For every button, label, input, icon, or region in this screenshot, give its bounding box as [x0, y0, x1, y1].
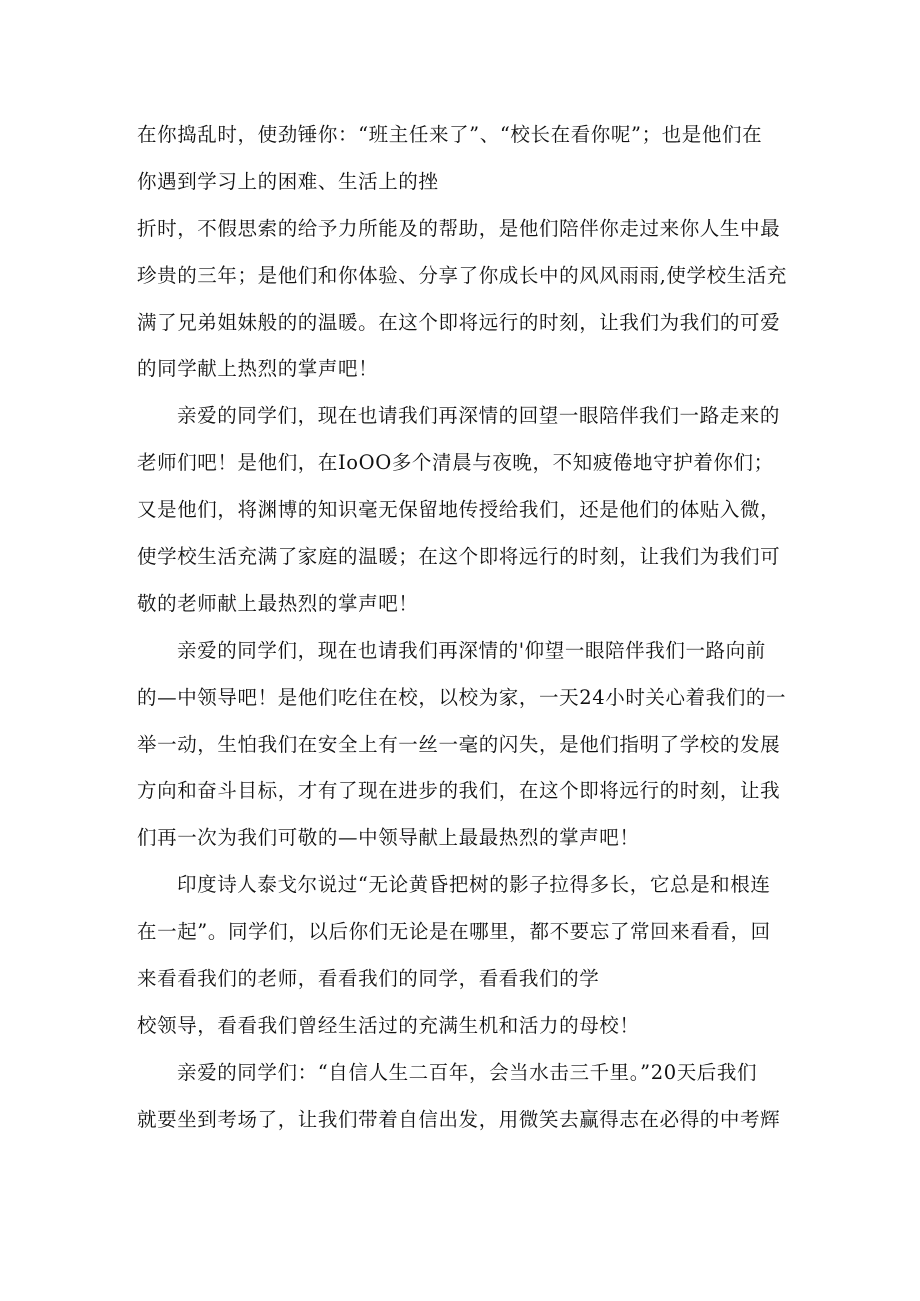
text-line: 珍贵的三年；是他们和你体验、分享了你成长中的风风雨雨,使学校生活充 — [137, 263, 787, 287]
paragraph-first-line: 印度诗人泰戈尔说过“无论黄昏把树的影子拉得多长，它总是和根连 — [177, 873, 771, 897]
paragraph-first-line: 亲爱的同学们，现在也请我们再深情的'仰望一眼陪伴我们一路向前 — [177, 638, 766, 662]
paragraph-first-line: 亲爱的同学们，现在也请我们再深情的回望一眼陪伴我们一路走来的 — [177, 404, 781, 428]
text-line: 敬的老师献上最热烈的掌声吧！ — [137, 591, 419, 615]
text-line: 校领导，看看我们曾经生活过的充满生机和活力的母校！ — [137, 1013, 640, 1037]
text-line: 的—中领导吧！是他们吃住在校，以校为家，一天24小时关心着我们的一 — [137, 685, 787, 709]
text-line: 在你捣乱时，使劲锤你：“班主任来了”、“校长在看你呢”；也是他们在 — [137, 123, 763, 146]
text-line: 老师们吧！是他们，在IoOO多个清晨与夜晚，不知疲倦地守护着你们； — [137, 451, 774, 475]
text-line: 举一动，生怕我们在安全上有一丝一毫的闪失，是他们指明了学校的发展 — [137, 732, 781, 756]
text-line: 使学校生活充满了家庭的温暖；在这个即将远行的时刻，让我们为我们可 — [137, 545, 781, 569]
text-line: 你遇到学习上的困难、生活上的挫 — [137, 169, 439, 193]
text-line: 在一起”。同学们，以后你们无论是在哪里，都不要忘了常回来看看，回 — [137, 920, 771, 944]
text-line: 方向和奋斗目标，才有了现在进步的我们，在这个即将远行的时刻，让我 — [137, 779, 781, 803]
text-line: 们再一次为我们可敬的—中领导献上最最热烈的掌声吧！ — [137, 826, 640, 850]
text-line: 折时，不假思索的给予力所能及的帮助，是他们陪伴你走过来你人生中最 — [137, 216, 781, 240]
text-line: 的同学献上热烈的掌声吧！ — [137, 357, 379, 381]
text-line: 满了兄弟姐妹般的的温暖。在这个即将远行的时刻，让我们为我们的可爱 — [137, 310, 781, 334]
paragraph-first-line: 亲爱的同学们：“自信人生二百年，会当水击三千里。”20天后我们 — [177, 1060, 758, 1084]
text-line: 就要坐到考场了，让我们带着自信出发，用微笑去赢得志在必得的中考辉 — [137, 1107, 781, 1131]
document-body — [137, 112, 797, 1144]
text-line: 来看看我们的老师，看看我们的同学，看看我们的学 — [137, 967, 600, 991]
text-line: 又是他们，将渊博的知识毫无保留地传授给我们，还是他们的体贴入微， — [137, 498, 781, 522]
